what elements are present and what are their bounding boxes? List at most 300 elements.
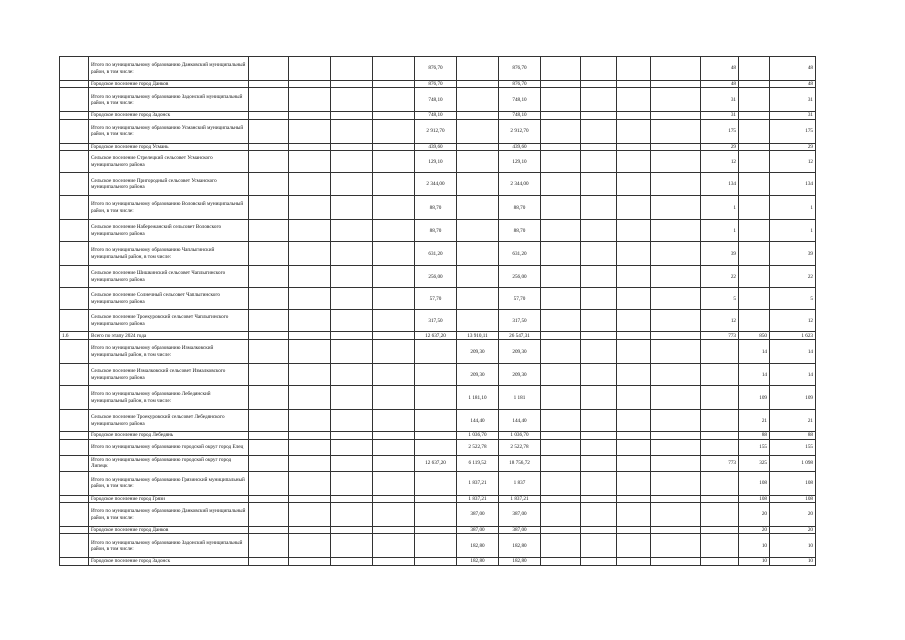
cell-n xyxy=(60,310,89,332)
cell-c14: 48 xyxy=(770,81,816,88)
cell-c13: 10 xyxy=(739,558,770,565)
cell-c13 xyxy=(739,266,770,288)
cell-c4 xyxy=(373,332,415,340)
cell-c6: 209,30 xyxy=(457,340,499,364)
cell-c13: 325 xyxy=(739,455,770,471)
cell-c5: 631,20 xyxy=(415,242,457,266)
cell-c8 xyxy=(541,432,581,439)
cell-c9 xyxy=(581,527,617,534)
cell-c13: 21 xyxy=(739,410,770,432)
cell-c5: 876,70 xyxy=(415,57,457,81)
table-row xyxy=(60,432,816,439)
cell-n xyxy=(60,242,89,266)
cell-c6 xyxy=(457,151,499,173)
cell-c3 xyxy=(331,112,373,119)
cell-c13: 14 xyxy=(739,364,770,386)
cell-c4 xyxy=(373,88,415,112)
cell-c2 xyxy=(289,288,331,310)
cell-c12: 12 xyxy=(701,151,739,173)
cell-c14: 39 xyxy=(770,242,816,266)
cell-c2 xyxy=(289,340,331,364)
cell-name: Городское поселение город Данков xyxy=(89,81,249,88)
cell-c8 xyxy=(541,143,581,150)
cell-c5 xyxy=(415,410,457,432)
cell-c11 xyxy=(651,81,701,88)
cell-name: Итого по муниципальному образованию Данковский муниципальный район, в том числе: xyxy=(89,503,249,527)
cell-c13 xyxy=(739,196,770,220)
cell-c4 xyxy=(373,112,415,119)
cell-c1 xyxy=(249,503,289,527)
cell-c8 xyxy=(541,266,581,288)
cell-c11 xyxy=(651,534,701,558)
cell-n xyxy=(60,81,89,88)
cell-c1 xyxy=(249,527,289,534)
cell-c9 xyxy=(581,143,617,150)
cell-c8 xyxy=(541,196,581,220)
cell-c7: 2 344,00 xyxy=(499,173,541,196)
cell-c4 xyxy=(373,410,415,432)
cell-c8 xyxy=(541,220,581,242)
cell-c2 xyxy=(289,534,331,558)
cell-c9 xyxy=(581,386,617,410)
cell-c9 xyxy=(581,340,617,364)
cell-name: Итого по муниципальному образованию Чаплыгинский муниципальный район, в том числе: xyxy=(89,242,249,266)
cell-c2 xyxy=(289,310,331,332)
cell-c12 xyxy=(701,527,739,534)
cell-c1 xyxy=(249,196,289,220)
cell-c2 xyxy=(289,332,331,340)
cell-c1 xyxy=(249,534,289,558)
cell-c5 xyxy=(415,432,457,439)
cell-c13 xyxy=(739,173,770,196)
cell-name: Итого по муниципальному образованию Грязинский муниципальный район, в том числе: xyxy=(89,471,249,495)
cell-c14: 10 xyxy=(770,534,816,558)
cell-c4 xyxy=(373,386,415,410)
cell-c6 xyxy=(457,119,499,143)
cell-n xyxy=(60,386,89,410)
cell-c1 xyxy=(249,242,289,266)
cell-c11 xyxy=(651,558,701,565)
cell-name: Городское поселение город Лебедянь xyxy=(89,432,249,439)
cell-c7: 1 837,21 xyxy=(499,495,541,502)
cell-c5: 439,60 xyxy=(415,143,457,150)
table-row xyxy=(60,495,816,502)
cell-c5 xyxy=(415,527,457,534)
cell-c12: 48 xyxy=(701,81,739,88)
cell-c3 xyxy=(331,364,373,386)
cell-n xyxy=(60,364,89,386)
cell-c9 xyxy=(581,266,617,288)
cell-c8 xyxy=(541,495,581,502)
cell-c12: 5 xyxy=(701,288,739,310)
cell-c1 xyxy=(249,81,289,88)
table-row xyxy=(60,558,816,565)
cell-c3 xyxy=(331,340,373,364)
cell-c8 xyxy=(541,57,581,81)
cell-c13: 20 xyxy=(739,527,770,534)
cell-c6: 1 181,10 xyxy=(457,386,499,410)
cell-c13 xyxy=(739,220,770,242)
cell-c9 xyxy=(581,119,617,143)
cell-n xyxy=(60,410,89,432)
cell-c4 xyxy=(373,173,415,196)
table-row xyxy=(60,88,816,112)
cell-c4 xyxy=(373,340,415,364)
cell-c3 xyxy=(331,527,373,534)
cell-c13: 108 xyxy=(739,471,770,495)
cell-c1 xyxy=(249,432,289,439)
cell-c10 xyxy=(617,220,651,242)
cell-c8 xyxy=(541,455,581,471)
cell-c5 xyxy=(415,439,457,455)
cell-c14: 20 xyxy=(770,503,816,527)
cell-c14: 134 xyxy=(770,173,816,196)
cell-c14: 108 xyxy=(770,495,816,502)
cell-c11 xyxy=(651,173,701,196)
cell-c2 xyxy=(289,439,331,455)
cell-c2 xyxy=(289,527,331,534)
cell-c14: 1 623 xyxy=(770,332,816,340)
cell-c11 xyxy=(651,439,701,455)
cell-c5: 12 637,20 xyxy=(415,332,457,340)
table-row xyxy=(60,439,816,455)
cell-c2 xyxy=(289,410,331,432)
cell-c5: 129,10 xyxy=(415,151,457,173)
cell-c6 xyxy=(457,220,499,242)
cell-n xyxy=(60,439,89,455)
cell-c8 xyxy=(541,332,581,340)
cell-c3 xyxy=(331,310,373,332)
cell-c11 xyxy=(651,88,701,112)
cell-c1 xyxy=(249,340,289,364)
cell-c13: 14 xyxy=(739,340,770,364)
cell-c1 xyxy=(249,558,289,565)
cell-c8 xyxy=(541,310,581,332)
cell-name: Сельское поселение Троекуровский сельсовет Чаплыгинского муниципального района xyxy=(89,310,249,332)
cell-c12 xyxy=(701,503,739,527)
cell-c9 xyxy=(581,88,617,112)
cell-c2 xyxy=(289,471,331,495)
cell-c9 xyxy=(581,173,617,196)
cell-c4 xyxy=(373,151,415,173)
cell-c14: 12 xyxy=(770,310,816,332)
cell-c2 xyxy=(289,143,331,150)
cell-c9 xyxy=(581,495,617,502)
cell-c14: 20 xyxy=(770,527,816,534)
cell-c3 xyxy=(331,432,373,439)
cell-c6: 13 910,11 xyxy=(457,332,499,340)
cell-c12: 12 xyxy=(701,310,739,332)
cell-n xyxy=(60,196,89,220)
cell-c7: 876,70 xyxy=(499,57,541,81)
cell-c10 xyxy=(617,173,651,196)
cell-name: Городское поселение город Данков xyxy=(89,527,249,534)
cell-name: Итого по муниципальному образованию Лебедянский муниципальный район, в том числе: xyxy=(89,386,249,410)
cell-c1 xyxy=(249,143,289,150)
cell-c3 xyxy=(331,439,373,455)
cell-c2 xyxy=(289,503,331,527)
cell-c12 xyxy=(701,364,739,386)
cell-c2 xyxy=(289,364,331,386)
cell-c12: 1 xyxy=(701,220,739,242)
cell-c8 xyxy=(541,471,581,495)
cell-c14: 1 xyxy=(770,196,816,220)
cell-c5: 876,70 xyxy=(415,81,457,88)
cell-c8 xyxy=(541,119,581,143)
cell-c11 xyxy=(651,57,701,81)
cell-c10 xyxy=(617,266,651,288)
table-row xyxy=(60,81,816,88)
cell-name: Всего по этапу 2024 года xyxy=(89,332,249,340)
cell-c9 xyxy=(581,558,617,565)
cell-c6: 6 119,52 xyxy=(457,455,499,471)
cell-c10 xyxy=(617,410,651,432)
cell-c12: 773 xyxy=(701,332,739,340)
cell-n xyxy=(60,534,89,558)
cell-c9 xyxy=(581,332,617,340)
cell-c7: 748,10 xyxy=(499,88,541,112)
cell-c11 xyxy=(651,288,701,310)
cell-c1 xyxy=(249,119,289,143)
cell-c1 xyxy=(249,386,289,410)
cell-c3 xyxy=(331,534,373,558)
cell-c1 xyxy=(249,471,289,495)
cell-c8 xyxy=(541,534,581,558)
cell-c5 xyxy=(415,471,457,495)
cell-c12: 31 xyxy=(701,88,739,112)
cell-c13 xyxy=(739,81,770,88)
cell-c9 xyxy=(581,196,617,220)
cell-name: Городское поселение город Задонск xyxy=(89,112,249,119)
cell-c4 xyxy=(373,119,415,143)
cell-c4 xyxy=(373,220,415,242)
cell-c7: 876,70 xyxy=(499,81,541,88)
cell-c4 xyxy=(373,558,415,565)
cell-c5: 12 637,20 xyxy=(415,455,457,471)
cell-c10 xyxy=(617,471,651,495)
cell-c10 xyxy=(617,119,651,143)
cell-c3 xyxy=(331,88,373,112)
cell-c1 xyxy=(249,310,289,332)
cell-c7: 2 912,70 xyxy=(499,119,541,143)
cell-c5: 748,10 xyxy=(415,112,457,119)
cell-c11 xyxy=(651,471,701,495)
cell-c14: 1 098 xyxy=(770,455,816,471)
cell-c2 xyxy=(289,220,331,242)
cell-c13: 109 xyxy=(739,386,770,410)
cell-c6 xyxy=(457,173,499,196)
cell-c6: 1 837,21 xyxy=(457,495,499,502)
cell-c5: 2 344,00 xyxy=(415,173,457,196)
cell-name: Сельское поселение Солнечный сельсовет Чаплыгинского муниципального района xyxy=(89,288,249,310)
table-row xyxy=(60,288,816,310)
cell-c13: 20 xyxy=(739,503,770,527)
cell-n xyxy=(60,112,89,119)
cell-name: Сельское поселение Троекуровский сельсовет Лебедянского муниципального района xyxy=(89,410,249,432)
cell-c7: 144,40 xyxy=(499,410,541,432)
table-row xyxy=(60,266,816,288)
cell-c12: 134 xyxy=(701,173,739,196)
cell-n xyxy=(60,151,89,173)
cell-c2 xyxy=(289,57,331,81)
cell-n xyxy=(60,503,89,527)
cell-c1 xyxy=(249,495,289,502)
cell-c3 xyxy=(331,471,373,495)
cell-c4 xyxy=(373,364,415,386)
cell-c4 xyxy=(373,495,415,502)
cell-c9 xyxy=(581,220,617,242)
cell-c13 xyxy=(739,242,770,266)
cell-c6: 387,00 xyxy=(457,503,499,527)
cell-c11 xyxy=(651,151,701,173)
cell-c12: 39 xyxy=(701,242,739,266)
cell-n xyxy=(60,288,89,310)
cell-c6 xyxy=(457,266,499,288)
cell-c7: 1 036,70 xyxy=(499,432,541,439)
cell-c10 xyxy=(617,288,651,310)
cell-c3 xyxy=(331,196,373,220)
cell-n xyxy=(60,173,89,196)
cell-n xyxy=(60,88,89,112)
cell-c5 xyxy=(415,558,457,565)
cell-c1 xyxy=(249,151,289,173)
cell-c7: 88,70 xyxy=(499,220,541,242)
table-row xyxy=(60,143,816,150)
cell-n: 1.6 xyxy=(60,332,89,340)
cell-c14: 31 xyxy=(770,88,816,112)
cell-c12: 1 xyxy=(701,196,739,220)
cell-n xyxy=(60,266,89,288)
cell-c8 xyxy=(541,242,581,266)
cell-c3 xyxy=(331,288,373,310)
cell-c11 xyxy=(651,112,701,119)
cell-n xyxy=(60,119,89,143)
cell-c5: 317,50 xyxy=(415,310,457,332)
cell-c4 xyxy=(373,143,415,150)
cell-c1 xyxy=(249,439,289,455)
cell-c8 xyxy=(541,81,581,88)
cell-c10 xyxy=(617,57,651,81)
cell-c5 xyxy=(415,364,457,386)
cell-c12: 29 xyxy=(701,143,739,150)
cell-name: Итого по муниципальному образованию Воловский муниципальный район, в том числе: xyxy=(89,196,249,220)
cell-c11 xyxy=(651,386,701,410)
cell-c2 xyxy=(289,266,331,288)
cell-n xyxy=(60,455,89,471)
cell-c6: 2 522,78 xyxy=(457,439,499,455)
cell-c5: 57,70 xyxy=(415,288,457,310)
cell-c8 xyxy=(541,439,581,455)
cell-c11 xyxy=(651,503,701,527)
cell-c8 xyxy=(541,503,581,527)
cell-c2 xyxy=(289,242,331,266)
cell-name: Итого по муниципальному образованию Задонский муниципальный район, в том числе: xyxy=(89,88,249,112)
cell-c3 xyxy=(331,386,373,410)
cell-c3 xyxy=(331,173,373,196)
cell-c9 xyxy=(581,151,617,173)
cell-c12: 31 xyxy=(701,112,739,119)
cell-c1 xyxy=(249,57,289,81)
cell-c3 xyxy=(331,151,373,173)
cell-name: Итого по муниципальному образованию Усманский муниципальный район, в том числе: xyxy=(89,119,249,143)
cell-c10 xyxy=(617,143,651,150)
cell-c3 xyxy=(331,57,373,81)
cell-c11 xyxy=(651,455,701,471)
cell-n xyxy=(60,471,89,495)
cell-c6 xyxy=(457,288,499,310)
cell-name: Итого по муниципальному образованию Измалковский муниципальный район, в том числе: xyxy=(89,340,249,364)
cell-c10 xyxy=(617,527,651,534)
cell-c4 xyxy=(373,81,415,88)
cell-c3 xyxy=(331,81,373,88)
cell-c9 xyxy=(581,364,617,386)
cell-c1 xyxy=(249,410,289,432)
cell-c14: 5 xyxy=(770,288,816,310)
cell-c6 xyxy=(457,310,499,332)
cell-c12 xyxy=(701,340,739,364)
cell-c11 xyxy=(651,310,701,332)
cell-c7: 631,20 xyxy=(499,242,541,266)
cell-c7: 1 837 xyxy=(499,471,541,495)
table-row xyxy=(60,364,816,386)
cell-c14: 109 xyxy=(770,386,816,410)
cell-name: Сельское поселение Стрелецкий сельсовет Усманского муниципального района xyxy=(89,151,249,173)
cell-c3 xyxy=(331,410,373,432)
cell-c1 xyxy=(249,288,289,310)
cell-c5: 748,10 xyxy=(415,88,457,112)
cell-c9 xyxy=(581,503,617,527)
cell-c9 xyxy=(581,310,617,332)
cell-c1 xyxy=(249,88,289,112)
cell-c7: 182,80 xyxy=(499,558,541,565)
cell-c3 xyxy=(331,119,373,143)
cell-c4 xyxy=(373,534,415,558)
cell-c1 xyxy=(249,332,289,340)
cell-c10 xyxy=(617,386,651,410)
table-row xyxy=(60,151,816,173)
cell-c3 xyxy=(331,220,373,242)
cell-c7: 1 181 xyxy=(499,386,541,410)
cell-c7: 26 547,31 xyxy=(499,332,541,340)
cell-c12 xyxy=(701,558,739,565)
cell-name: Сельское поселение Шишкинский сельсовет Чаплыгинского муниципального района xyxy=(89,266,249,288)
cell-c7: 129,10 xyxy=(499,151,541,173)
cell-c9 xyxy=(581,471,617,495)
table-row xyxy=(60,57,816,81)
cell-c10 xyxy=(617,88,651,112)
cell-c10 xyxy=(617,432,651,439)
cell-c13 xyxy=(739,88,770,112)
cell-c4 xyxy=(373,432,415,439)
cell-c13: 155 xyxy=(739,439,770,455)
cell-c11 xyxy=(651,410,701,432)
cell-c2 xyxy=(289,173,331,196)
table-row xyxy=(60,242,816,266)
cell-c11 xyxy=(651,196,701,220)
cell-c6 xyxy=(457,112,499,119)
cell-c14: 48 xyxy=(770,57,816,81)
cell-c14: 10 xyxy=(770,558,816,565)
cell-n xyxy=(60,432,89,439)
cell-c9 xyxy=(581,57,617,81)
cell-c7: 88,70 xyxy=(499,196,541,220)
cell-c1 xyxy=(249,364,289,386)
cell-c3 xyxy=(331,242,373,266)
cell-name: Итого по муниципальному образованию городской округ город Липецк xyxy=(89,455,249,471)
cell-c8 xyxy=(541,386,581,410)
cell-c7: 256,00 xyxy=(499,266,541,288)
cell-c1 xyxy=(249,173,289,196)
